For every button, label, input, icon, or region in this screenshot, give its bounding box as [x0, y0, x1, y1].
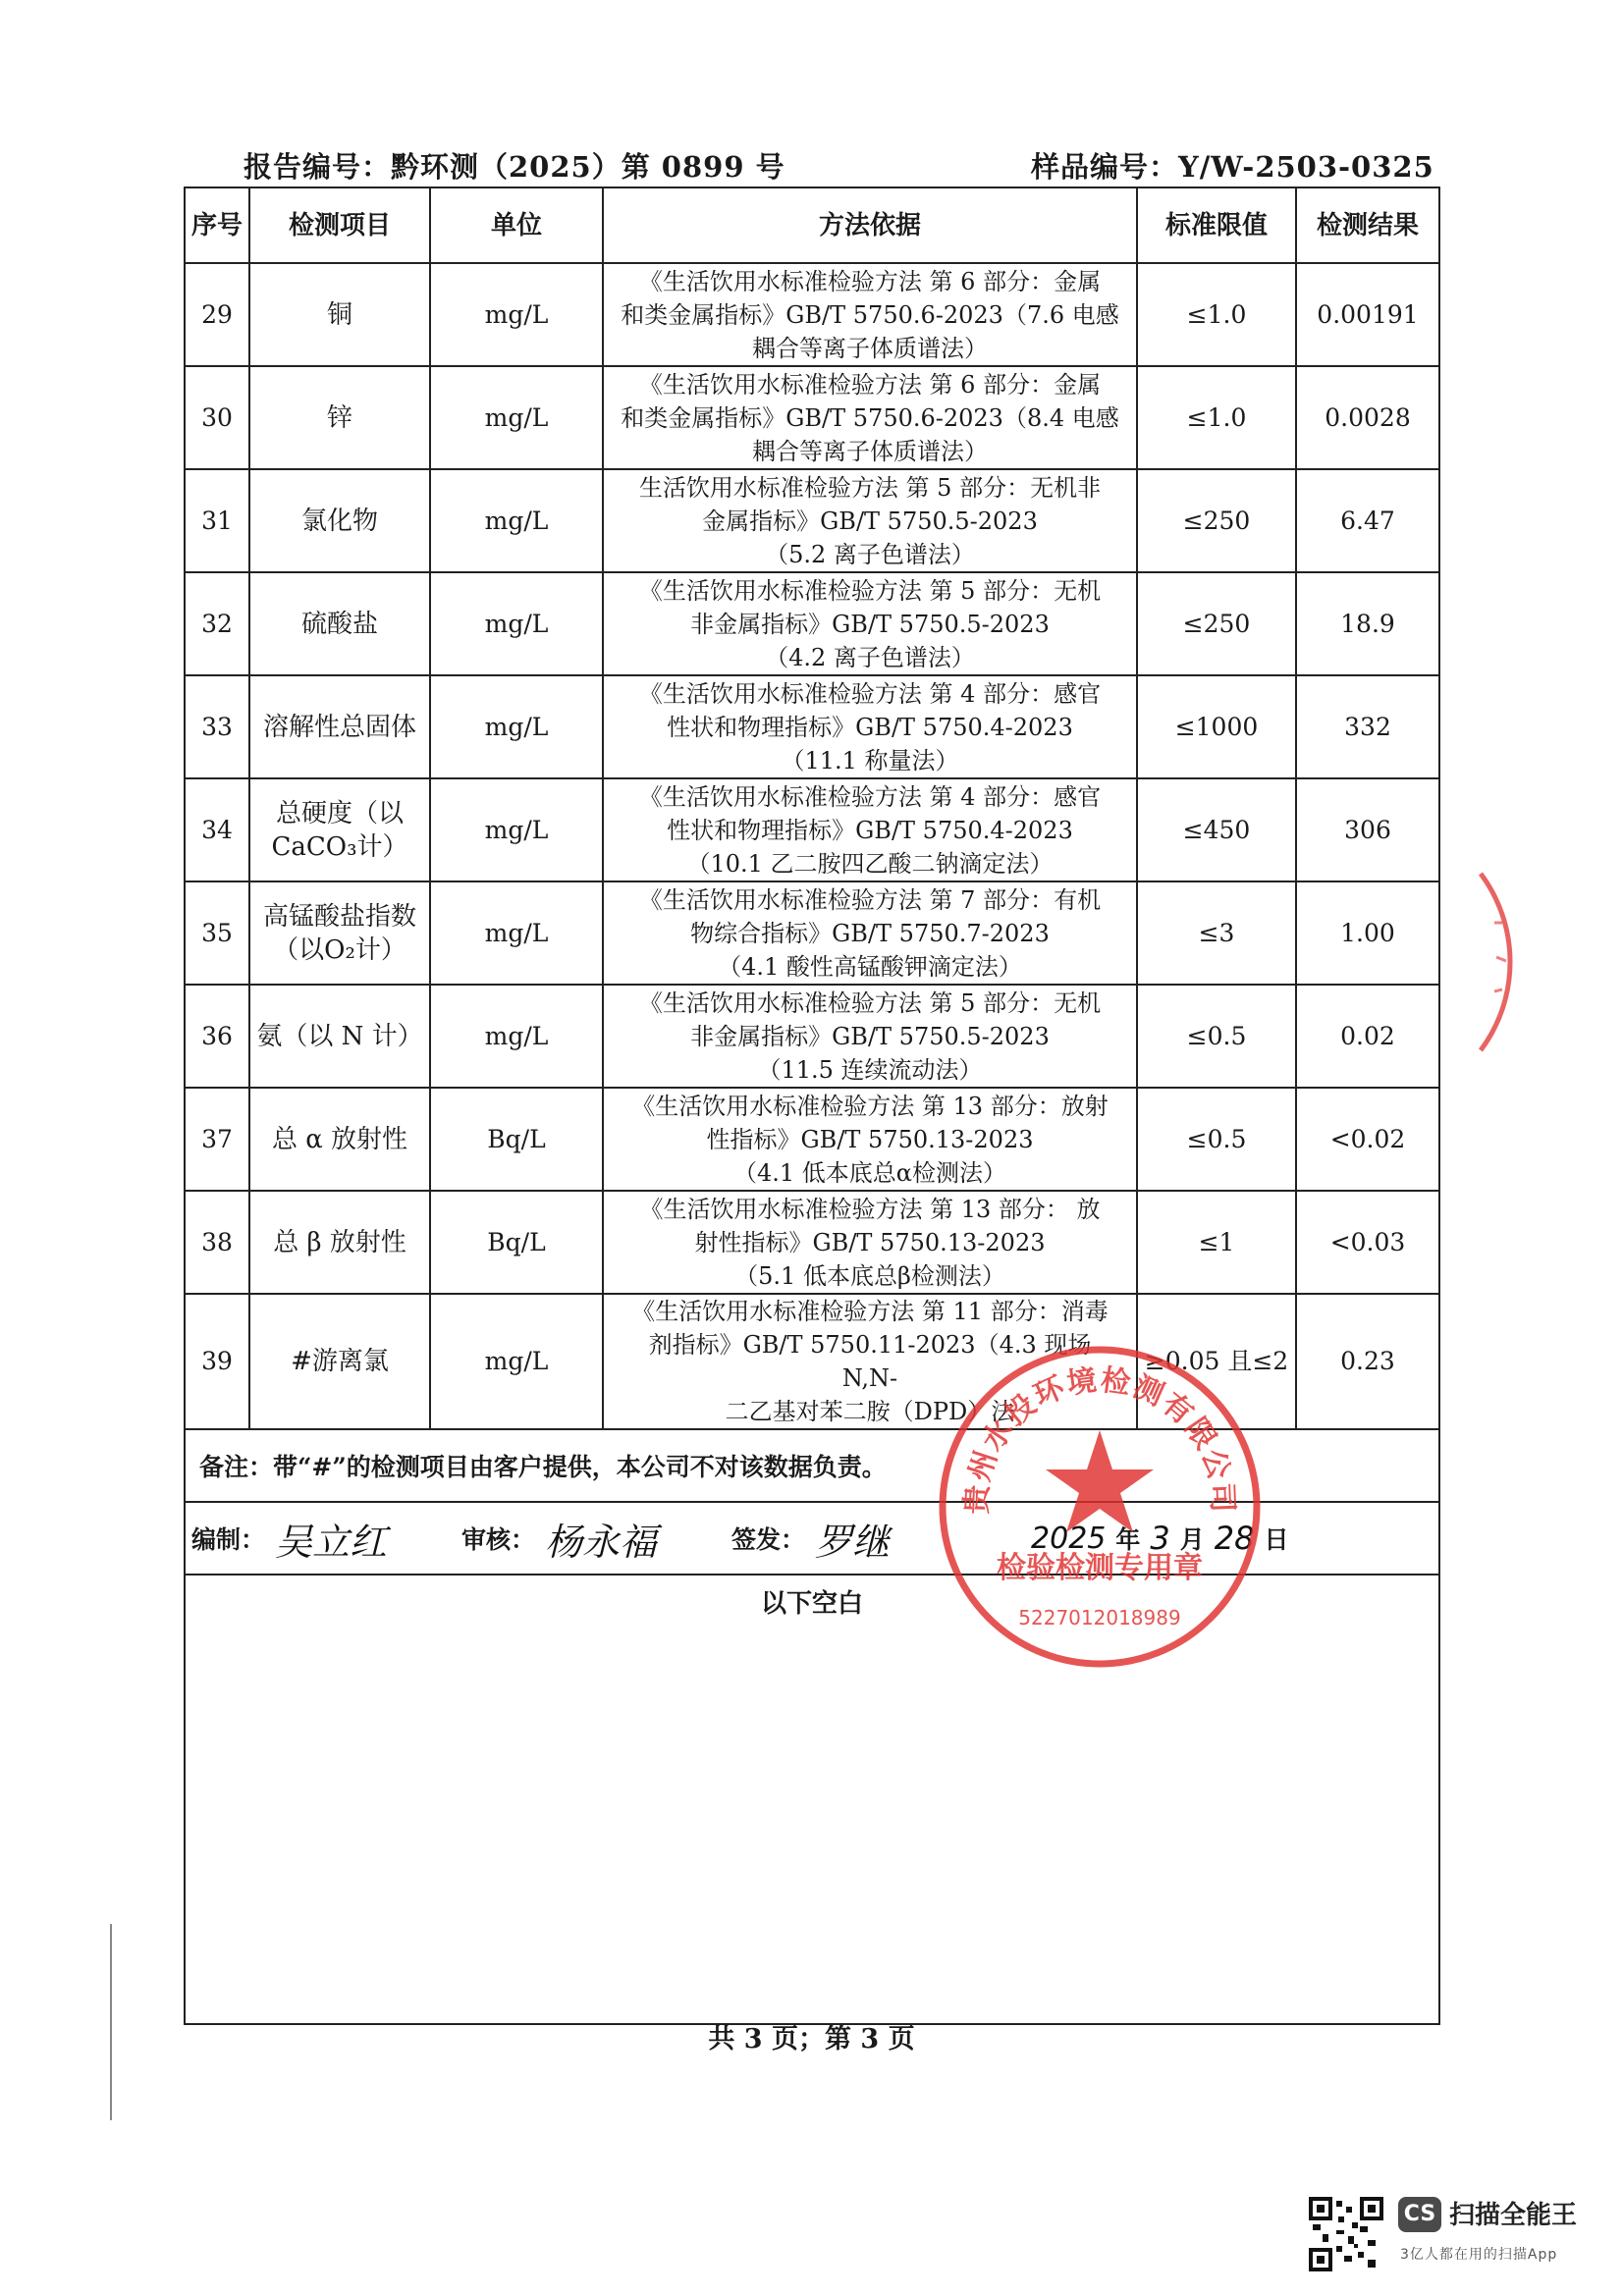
method-line: 《生活饮用水标准检验方法 第 6 部分：金属	[638, 370, 1102, 399]
method-line: 物综合指标》GB/T 5750.7-2023	[690, 919, 1050, 947]
cell-no: 36	[185, 985, 249, 1088]
cell-no: 31	[185, 469, 249, 572]
cell-item: 铜	[249, 263, 430, 366]
method-line: （11.1 称量法）	[781, 746, 959, 774]
method-line: （4.1 酸性高锰酸钾滴定法）	[718, 952, 1022, 981]
col-header-item: 检测项目	[249, 187, 430, 263]
cell-no: 32	[185, 572, 249, 675]
cell-item: 锌	[249, 366, 430, 469]
table-row	[185, 675, 1439, 778]
cell-unit: mg/L	[430, 366, 603, 469]
cell-limit: ≥0.05 且≤2	[1137, 1294, 1296, 1429]
col-header-result: 检测结果	[1296, 187, 1439, 263]
issuer-label: 签发：	[731, 1525, 806, 1554]
cell-unit: Bq/L	[430, 1191, 603, 1294]
cell-item: 硫酸盐	[249, 572, 430, 675]
cell-method	[603, 1088, 1137, 1191]
cell-no: 29	[185, 263, 249, 366]
method-line: 《生活饮用水标准检验方法 第 4 部分：感官	[638, 782, 1102, 811]
cell-result: 306	[1296, 778, 1439, 881]
cell-no: 39	[185, 1294, 249, 1429]
date-day: 28	[1214, 1520, 1255, 1557]
seal-ring-text: 贵州水投环境检测有限公司	[959, 1362, 1240, 1516]
cell-no: 35	[185, 881, 249, 985]
seal-inner-text: 检验检测专用章	[997, 1551, 1203, 1585]
method-line: 非金属指标》GB/T 5750.5-2023	[690, 610, 1050, 638]
cell-item: 总 α 放射性	[249, 1088, 430, 1191]
cell-unit: mg/L	[430, 469, 603, 572]
cell-unit: mg/L	[430, 778, 603, 881]
method-line: （4.2 离子色谱法）	[765, 643, 975, 671]
method-line: 剂指标》GB/T 5750.11-2023（4.3 现场 N,N-	[648, 1331, 1092, 1392]
cell-limit: ≤250	[1137, 469, 1296, 572]
table-row	[185, 1088, 1439, 1191]
cell-unit: mg/L	[430, 985, 603, 1088]
method-line: 《生活饮用水标准检验方法 第 4 部分：感官	[638, 679, 1102, 708]
col-header-limit: 标准限值	[1137, 187, 1296, 263]
cell-unit: mg/L	[430, 1294, 603, 1429]
table-row	[185, 778, 1439, 881]
cell-result: 0.02	[1296, 985, 1439, 1088]
cell-no: 38	[185, 1191, 249, 1294]
method-line: 耦合等离子体质谱法）	[752, 437, 988, 465]
cell-method	[603, 1191, 1137, 1294]
cell-result: <0.03	[1296, 1191, 1439, 1294]
cell-method	[603, 675, 1137, 778]
method-line: 非金属指标》GB/T 5750.5-2023	[690, 1022, 1050, 1050]
camscanner-name: 扫描全能王	[1449, 2201, 1578, 2230]
compiler-signature: 吴立红	[275, 1520, 388, 1564]
method-line: （5.1 低本底总β检测法）	[734, 1261, 1005, 1290]
qr-code-icon	[1309, 2197, 1383, 2271]
camscanner-logo-icon: CS	[1398, 2197, 1441, 2232]
cell-no: 33	[185, 675, 249, 778]
cell-result: 1.00	[1296, 881, 1439, 985]
method-line: （5.2 离子色谱法）	[765, 540, 975, 568]
method-line: 性状和物理指标》GB/T 5750.4-2023	[667, 816, 1073, 844]
cell-limit: ≤1	[1137, 1191, 1296, 1294]
table-row	[185, 572, 1439, 675]
method-line: 《生活饮用水标准检验方法 第 6 部分：金属	[638, 267, 1102, 295]
method-line: （10.1 乙二胺四乙酸二钠滴定法）	[686, 849, 1054, 878]
year-label: 年	[1115, 1525, 1141, 1554]
blank-text: 以下空白	[760, 1589, 863, 1619]
cell-method	[603, 778, 1137, 881]
cell-limit: ≤450	[1137, 778, 1296, 881]
remarks: 备注：带“#”的检测项目由客户提供，本公司不对该数据负责。	[185, 1429, 1439, 1502]
cell-unit: Bq/L	[430, 1088, 603, 1191]
cell-unit: mg/L	[430, 675, 603, 778]
issuer-signature: 罗继	[815, 1520, 891, 1564]
method-line: 生活饮用水标准检验方法 第 5 部分：无机非	[638, 473, 1102, 502]
cell-item: #游离氯	[249, 1294, 430, 1429]
cell-no: 37	[185, 1088, 249, 1191]
table-row	[185, 263, 1439, 366]
report-number: 报告编号：黔环测（2025）第 0899 号	[243, 150, 785, 184]
reviewer-label: 审核：	[461, 1525, 536, 1554]
cell-item: 总硬度（以CaCO₃计）	[249, 778, 430, 881]
method-line: 耦合等离子体质谱法）	[752, 334, 988, 362]
edge-seal-fragment	[1473, 864, 1532, 1060]
page-footer: 共 3 页；第 3 页	[708, 2024, 915, 2055]
cell-method	[603, 572, 1137, 675]
cell-no: 30	[185, 366, 249, 469]
method-line: 性状和物理指标》GB/T 5750.4-2023	[667, 713, 1073, 741]
method-line: 《生活饮用水标准检验方法 第 11 部分：消毒	[631, 1298, 1109, 1325]
cell-limit: ≤0.5	[1137, 985, 1296, 1088]
method-line: 《生活饮用水标准检验方法 第 13 部分： 放	[639, 1195, 1101, 1223]
table-row	[185, 881, 1439, 985]
table-row	[185, 366, 1439, 469]
table-row	[185, 1191, 1439, 1294]
cell-method	[603, 469, 1137, 572]
method-line: 性指标》GB/T 5750.13-2023	[706, 1125, 1034, 1153]
method-line: 二乙基对苯二胺（DPD）法	[725, 1398, 1015, 1425]
cell-result: 0.23	[1296, 1294, 1439, 1429]
col-header-unit: 单位	[430, 187, 603, 263]
camscanner-slogan: 3亿人都在用的扫描App	[1400, 2247, 1558, 2263]
day-label: 日	[1264, 1525, 1289, 1554]
cell-item: 氨（以 N 计）	[249, 985, 430, 1088]
cell-no: 34	[185, 778, 249, 881]
cell-limit: ≤1.0	[1137, 263, 1296, 366]
compiler-label: 编制：	[191, 1525, 266, 1554]
method-line: 《生活饮用水标准检验方法 第 13 部分：放射	[631, 1092, 1109, 1120]
cell-limit: ≤3	[1137, 881, 1296, 985]
method-line: 《生活饮用水标准检验方法 第 5 部分：无机	[638, 988, 1102, 1017]
cell-method	[603, 985, 1137, 1088]
method-line: 和类金属指标》GB/T 5750.6-2023（7.6 电感	[621, 300, 1119, 329]
cell-result: 0.00191	[1296, 263, 1439, 366]
cell-item: 高锰酸盐指数（以O₂计）	[249, 881, 430, 985]
method-line: 金属指标》GB/T 5750.5-2023	[702, 507, 1038, 535]
results-table	[184, 187, 1440, 2025]
seal-code: 5227012018989	[1018, 1606, 1181, 1629]
cell-item: 总 β 放射性	[249, 1191, 430, 1294]
date-month: 3	[1150, 1520, 1170, 1557]
cell-item: 溶解性总固体	[249, 675, 430, 778]
cell-method	[603, 366, 1137, 469]
cell-result: 6.47	[1296, 469, 1439, 572]
cell-result: 18.9	[1296, 572, 1439, 675]
table-row	[185, 469, 1439, 572]
sample-number: 样品编号：Y/W-2503-0325	[1031, 150, 1434, 184]
method-line: （4.1 低本底总α检测法）	[732, 1158, 1006, 1187]
table-row	[185, 985, 1439, 1088]
col-header-method: 方法依据	[603, 187, 1137, 263]
date-year: 2025	[1031, 1521, 1107, 1556]
method-line: 和类金属指标》GB/T 5750.6-2023（8.4 电感	[621, 403, 1119, 432]
reviewer-signature: 杨永福	[545, 1520, 658, 1564]
method-line: 《生活饮用水标准检验方法 第 7 部分：有机	[638, 885, 1102, 914]
method-line: 射性指标》GB/T 5750.13-2023	[694, 1228, 1046, 1256]
cell-limit: ≤1000	[1137, 675, 1296, 778]
cell-unit: mg/L	[430, 263, 603, 366]
cell-method	[603, 881, 1137, 985]
cell-result: 332	[1296, 675, 1439, 778]
month-label: 月	[1179, 1525, 1205, 1554]
cell-limit: ≤0.5	[1137, 1088, 1296, 1191]
cell-result: <0.02	[1296, 1088, 1439, 1191]
cell-item: 氯化物	[249, 469, 430, 572]
cell-limit: ≤1.0	[1137, 366, 1296, 469]
cell-unit: mg/L	[430, 881, 603, 985]
table-header-row	[185, 187, 1439, 263]
seal-star-icon	[1046, 1430, 1154, 1532]
table-body	[185, 263, 1439, 1429]
official-seal	[933, 1340, 1267, 1674]
cell-unit: mg/L	[430, 572, 603, 675]
col-header-no: 序号	[185, 187, 249, 263]
method-line: 《生活饮用水标准检验方法 第 5 部分：无机	[638, 576, 1102, 605]
cell-limit: ≤250	[1137, 572, 1296, 675]
method-line: （11.5 连续流动法）	[757, 1055, 983, 1084]
cell-method	[603, 263, 1137, 366]
cell-result: 0.0028	[1296, 366, 1439, 469]
